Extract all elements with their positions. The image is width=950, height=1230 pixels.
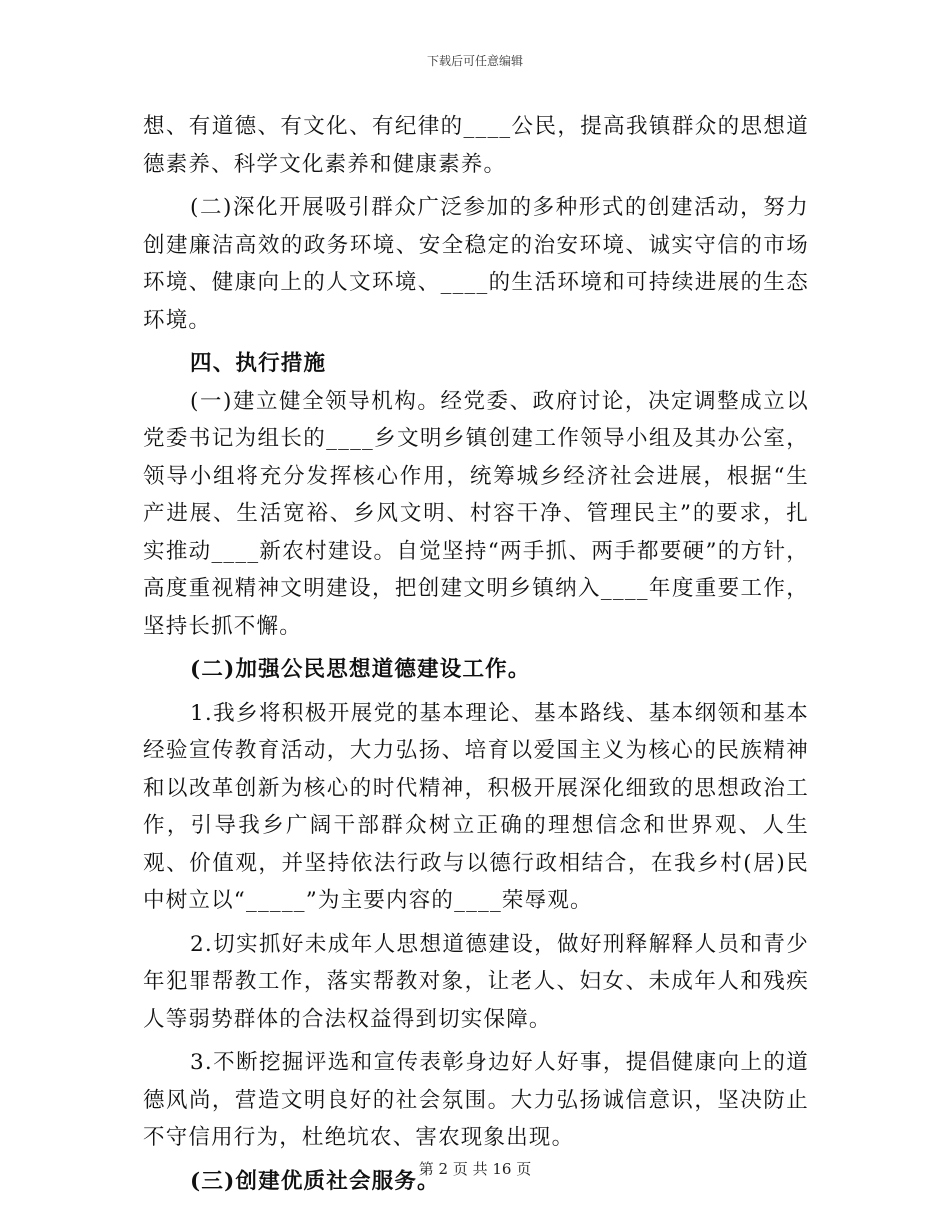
paragraph-item-1: 1.我乡将积极开展党的基本理论、基本路线、基本纲领和基本经验宣传教育活动，大力弘扬、培育以爱国主义为核心的民族精神和以改革创新为核心的时代精神，积极开展深化细致的思想政治工作，引导我乡广阔干部群众树立正确的理想信念和世界观、人生观、价值观，并坚持依法行政与以德行政相结合，在我乡村(居)民中树立以“_____”为主要内容的____荣辱观。 — [143, 700, 809, 913]
page-header-note: 下载后可任意编辑 — [426, 54, 523, 68]
paragraph-item-3: 3.不断挖掘评选和宣传表彰身边好人好事，提倡健康向上的道德风尚，营造文明良好的社会氛围。大力弘扬诚信意识，坚决防止不守信用行为，杜绝坑农、害农现象出现。 — [143, 1050, 809, 1150]
paragraph-continuation: 想、有道德、有文化、有纪律的____公民，提高我镇群众的思想道德素养、科学文化素养和健康素养。 — [143, 114, 809, 177]
document-body — [143, 108, 809, 1200]
paragraph-section-2: (二)深化开展吸引群众广泛参加的多种形式的创建活动，努力创建廉洁高效的政务环境、安全稳定的治安环境、诚实守信的市场环境、健康向上的人文环境、____的生活环境和可持续进展的生态环境。 — [143, 195, 809, 333]
paragraph-item-2: 2.切实抓好未成年人思想道德建设，做好刑释解释人员和青少年犯罪帮教工作，落实帮教对象，让老人、妇女、未成年人和残疾人等弱势群体的合法权益得到切实保障。 — [143, 931, 809, 1032]
page-number: 第 2 页 共 16 页 — [418, 1160, 532, 1178]
heading-moral-construction: (二)加强公民思想道德建设工作。 — [190, 657, 531, 682]
paragraph-leadership: (一)建立健全领导机构。经党委、政府讨论，决定调整成立以党委书记为组长的____乡文明乡镇创建工作领导小组及其办公室，领导小组将充分发挥核心作用，统筹城乡经济社会进展，根据“生产进展、生活宽裕、乡风文明、村容干净、管理民主”的要求，扎实推动____新农村建设。自觉坚持“两手抓、两手都要硬”的方针，高度重视精神文明建设，把创建文明乡镇纳入____年度重要工作，坚持长抓不懈。 — [143, 388, 809, 639]
heading-execution-measures: 四、执行措施 — [190, 351, 327, 376]
heading-social-service: (三)创建优质社会服务。 — [190, 1168, 440, 1194]
